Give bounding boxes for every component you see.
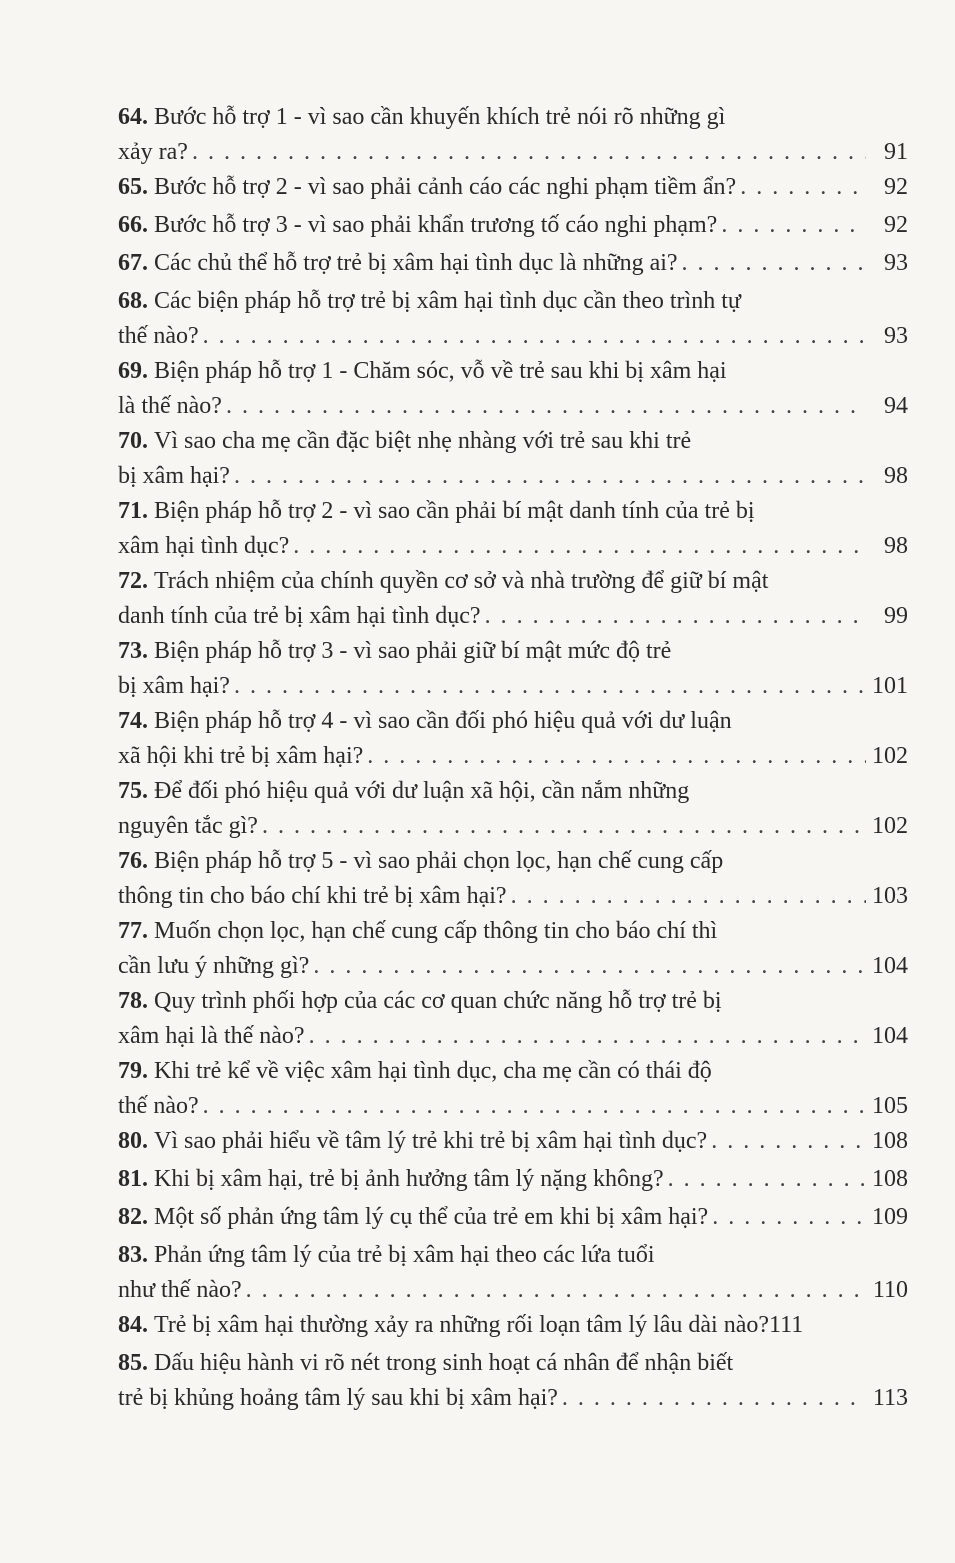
dot-leader [511,879,866,914]
page-number: 113 [872,1385,908,1411]
dot-leader [309,1019,866,1054]
toc-line [118,949,908,984]
entry-number: 85. [118,1350,148,1376]
entry-number: 73. [118,638,148,664]
entry-title: thế nào? [118,323,199,349]
toc-line [118,1273,908,1308]
dot-leader [313,949,866,984]
dot-leader [711,1124,866,1159]
toc-line [118,170,908,205]
page-number: 98 [884,533,908,559]
page-number: 108 [872,1166,908,1192]
dot-leader [293,529,866,564]
entry-title: Muốn chọn lọc, hạn chế cung cấp thông tin cho báo chí thì [154,918,718,944]
toc-line [118,879,908,914]
entry-title: Phản ứng tâm lý của trẻ bị xâm hại theo các lứa tuổi [154,1242,655,1268]
toc-entry [118,1200,908,1235]
toc-line [118,1308,908,1343]
toc-line [118,984,908,1019]
entry-title: Biện pháp hỗ trợ 5 - vì sao phải chọn lọc, hạn chế cung cấp [154,848,724,874]
entry-title: Các chủ thể hỗ trợ trẻ bị xâm hại tình dục là những ai? [154,250,678,276]
toc-line [118,1346,908,1381]
page-number: 101 [872,673,908,699]
entry-number: 70. [118,428,148,454]
page-number: 110 [872,1277,908,1303]
entry-title: trẻ bị khủng hoảng tâm lý sau khi bị xâm hại? [118,1385,558,1411]
toc-line [118,494,908,529]
dot-leader [485,599,866,634]
entry-title: Vì sao cha mẹ cần đặc biệt nhẹ nhàng với trẻ sau khi trẻ [154,428,692,454]
entry-title: xâm hại là thế nào? [118,1023,305,1049]
toc-line [118,459,908,494]
toc-entry [118,494,908,564]
toc-line [118,844,908,879]
toc-line [118,704,908,739]
entry-title: Bước hỗ trợ 1 - vì sao cần khuyến khích trẻ nói rõ những gì [154,104,726,130]
page-number: 104 [872,1023,908,1049]
toc-line [118,809,908,844]
entry-number: 82. [118,1204,148,1230]
entry-number: 71. [118,498,148,524]
entry-number: 81. [118,1166,148,1192]
toc-line [118,246,908,281]
dot-leader [740,170,866,205]
dot-leader [246,1273,866,1308]
dot-leader [721,208,866,243]
dot-leader [203,1089,866,1124]
page-number: 104 [872,953,908,979]
toc-line [118,599,908,634]
entry-number: 74. [118,708,148,734]
dot-leader [562,1381,866,1416]
toc-entry [118,634,908,704]
toc-entry [118,984,908,1054]
page-number: 102 [872,813,908,839]
entry-number: 80. [118,1128,148,1154]
toc-entry [118,354,908,424]
toc-entry [118,1162,908,1197]
toc-line [118,319,908,354]
toc-line [118,774,908,809]
toc-entry [118,246,908,281]
entry-title: Quy trình phối hợp của các cơ quan chức năng hỗ trợ trẻ bị [154,988,722,1014]
entry-number: 78. [118,988,148,1014]
entry-title: Trách nhiệm của chính quyền cơ sở và nhà trường để giữ bí mật [154,568,769,594]
entry-title: Biện pháp hỗ trợ 1 - Chăm sóc, vỗ về trẻ sau khi bị xâm hại [154,358,727,384]
entry-title: Biện pháp hỗ trợ 4 - vì sao cần đối phó hiệu quả với dư luận [154,708,732,734]
toc-entry [118,1124,908,1159]
dot-leader [367,739,866,774]
entry-title: Một số phản ứng tâm lý cụ thể của trẻ em khi bị xâm hại? [154,1204,709,1230]
toc-line [118,1054,908,1089]
page-number: 91 [884,139,908,165]
toc-line [118,1162,908,1197]
entry-title: xã hội khi trẻ bị xâm hại? [118,743,364,769]
toc-line [118,354,908,389]
toc-line [118,1200,908,1235]
entry-title: thông tin cho báo chí khi trẻ bị xâm hại? [118,883,507,909]
entry-title: Trẻ bị xâm hại thường xảy ra những rối loạn tâm lý lâu dài nào?111 [154,1312,804,1338]
toc-line [118,1238,908,1273]
dot-leader [192,135,866,170]
entry-title: bị xâm hại? [118,463,230,489]
toc-entry [118,844,908,914]
page-number: 94 [884,393,908,419]
page-number: 102 [872,743,908,769]
toc-entry [118,914,908,984]
entry-title: cần lưu ý những gì? [118,953,310,979]
toc-line [118,100,908,135]
dot-leader [234,459,866,494]
entry-title: Khi bị xâm hại, trẻ bị ảnh hưởng tâm lý nặng không? [154,1166,664,1192]
toc-entry [118,1238,908,1308]
entry-number: 76. [118,848,148,874]
entry-number: 72. [118,568,148,594]
toc-entry [118,170,908,205]
toc-line [118,1019,908,1054]
toc-entry [118,564,908,634]
toc-entry [118,774,908,844]
entry-title: Để đối phó hiệu quả với dư luận xã hội, cần nắm những [154,778,690,804]
toc-line [118,634,908,669]
entry-title: xảy ra? [118,139,188,165]
toc-line [118,739,908,774]
entry-number: 79. [118,1058,148,1084]
entry-number: 68. [118,288,148,314]
toc-entry [118,424,908,494]
toc-entry [118,208,908,243]
entry-title: như thế nào? [118,1277,242,1303]
toc-entry [118,100,908,170]
dot-leader [234,669,866,704]
toc-line [118,669,908,704]
entry-title: Biện pháp hỗ trợ 2 - vì sao cần phải bí mật danh tính của trẻ bị [154,498,755,524]
entry-title: xâm hại tình dục? [118,533,290,559]
page-number: 93 [884,250,908,276]
entry-title: Dấu hiệu hành vi rõ nét trong sinh hoạt cá nhân để nhận biết [154,1350,734,1376]
toc-entry [118,704,908,774]
toc-line [118,1124,908,1159]
toc-entry [118,284,908,354]
entry-title: danh tính của trẻ bị xâm hại tình dục? [118,603,481,629]
page-number: 103 [872,883,908,909]
toc-line [118,1381,908,1416]
table-of-contents [118,100,908,1416]
dot-leader [203,319,866,354]
toc-entry [118,1054,908,1124]
entry-number: 77. [118,918,148,944]
entry-title: Khi trẻ kể về việc xâm hại tình dục, cha mẹ cần có thái độ [154,1058,712,1084]
toc-line [118,564,908,599]
page-number: 98 [884,463,908,489]
page-number: 108 [872,1128,908,1154]
toc-line [118,914,908,949]
dot-leader [682,246,866,281]
dot-leader [226,389,866,424]
toc-line [118,284,908,319]
toc-line [118,1089,908,1124]
entry-number: 75. [118,778,148,804]
entry-title: Biện pháp hỗ trợ 3 - vì sao phải giữ bí mật mức độ trẻ [154,638,672,664]
page-number: 93 [884,323,908,349]
entry-title: Vì sao phải hiểu về tâm lý trẻ khi trẻ bị xâm hại tình dục? [154,1128,708,1154]
toc-entry [118,1346,908,1416]
entry-title: bị xâm hại? [118,673,230,699]
page-number: 109 [872,1204,908,1230]
toc-line [118,135,908,170]
entry-title: Bước hỗ trợ 3 - vì sao phải khẩn trương tố cáo nghi phạm? [154,212,718,238]
toc-line [118,389,908,424]
entry-number: 64. [118,104,148,130]
entry-number: 84. [118,1312,148,1338]
page-number: 92 [884,212,908,238]
entry-title: nguyên tắc gì? [118,813,258,839]
dot-leader [712,1200,866,1235]
toc-line [118,424,908,459]
page-number: 105 [872,1093,908,1119]
entry-number: 66. [118,212,148,238]
toc-entry [118,1308,908,1343]
entry-number: 69. [118,358,148,384]
entry-number: 65. [118,174,148,200]
page-number: 92 [884,174,908,200]
dot-leader [668,1162,866,1197]
entry-title: Các biện pháp hỗ trợ trẻ bị xâm hại tình dục cần theo trình tự [154,288,741,314]
entry-number: 67. [118,250,148,276]
page-number: 99 [884,603,908,629]
toc-line [118,208,908,243]
toc-line [118,529,908,564]
entry-title: là thế nào? [118,393,222,419]
entry-number: 83. [118,1242,148,1268]
dot-leader [262,809,866,844]
entry-title: thế nào? [118,1093,199,1119]
entry-title: Bước hỗ trợ 2 - vì sao phải cảnh cáo các nghi phạm tiềm ẩn? [154,174,737,200]
